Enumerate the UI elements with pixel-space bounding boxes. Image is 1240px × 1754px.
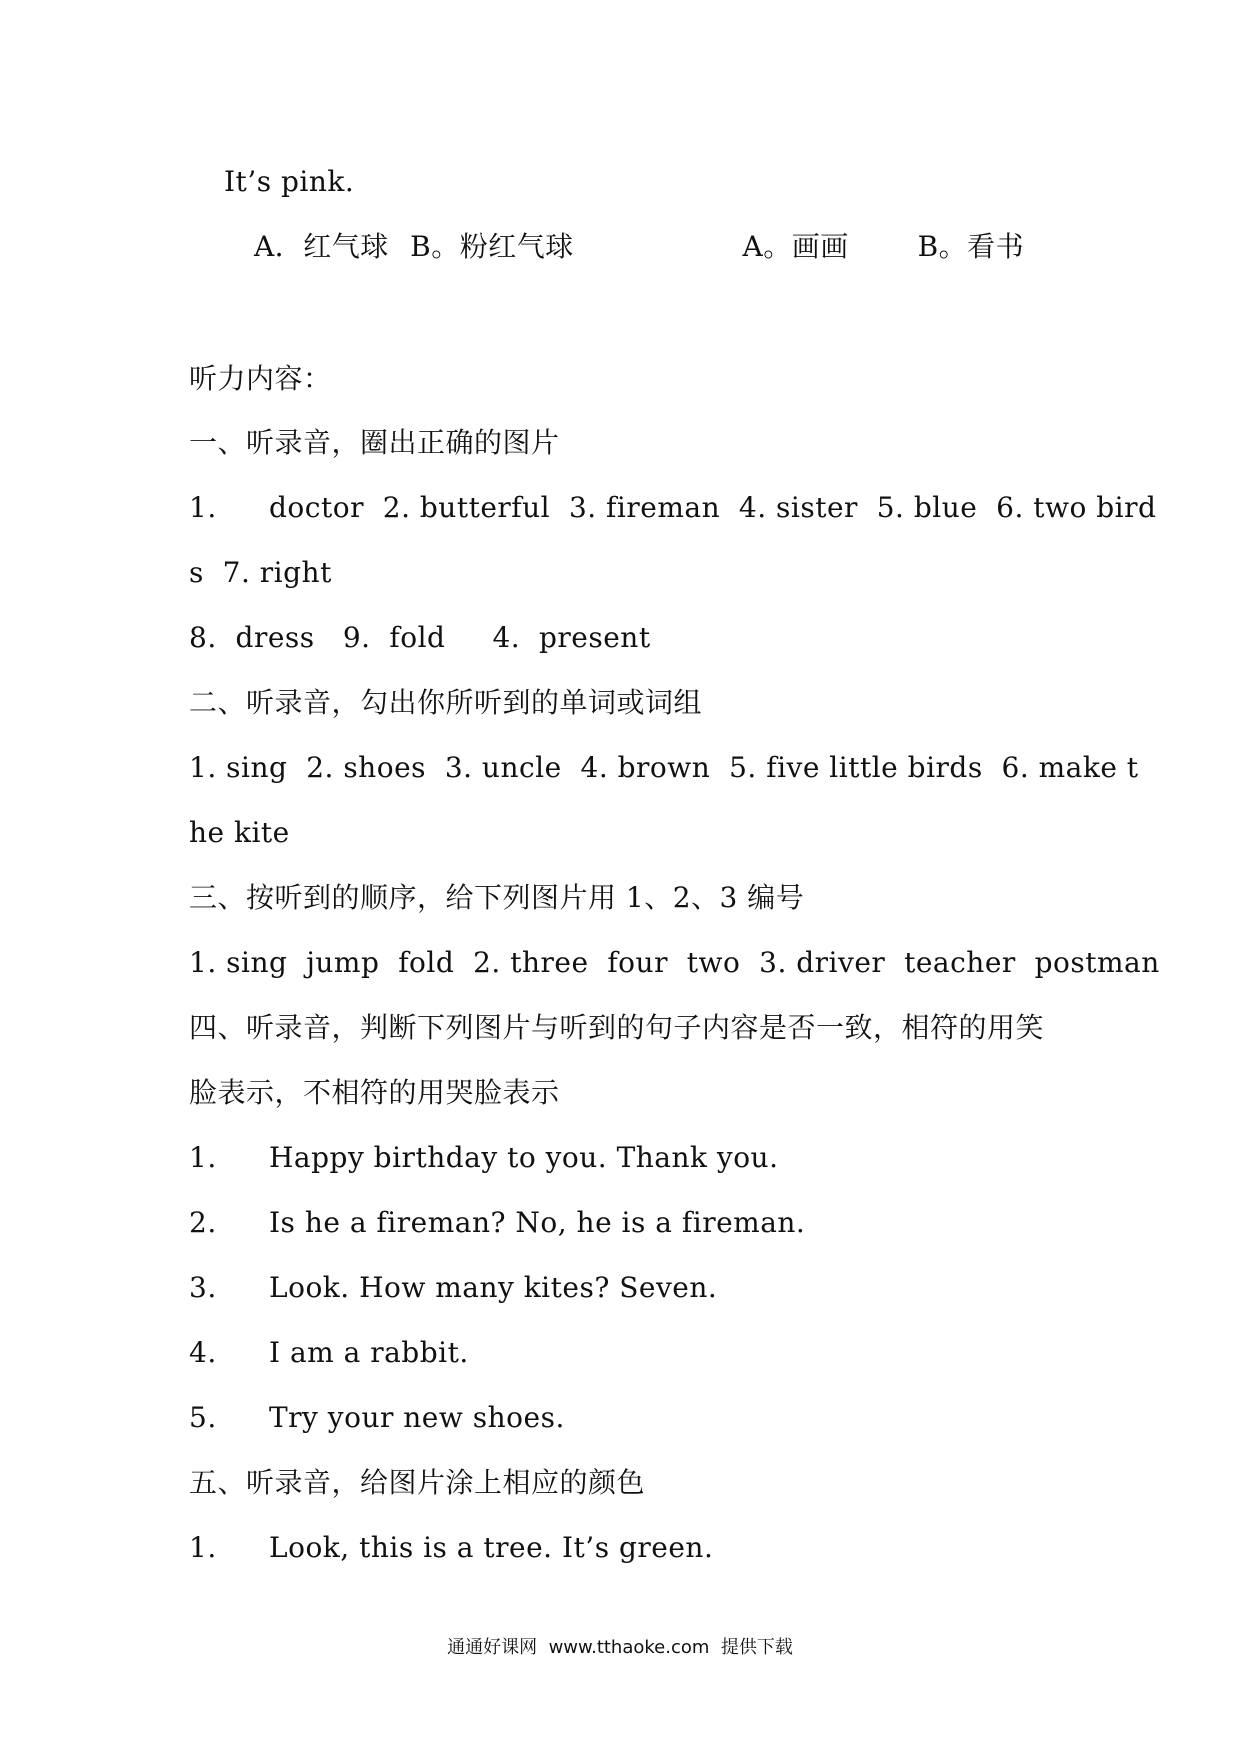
option-a2: A。画画 xyxy=(742,230,849,263)
section-3-line-1: 1. sing jump fold 2. three four two 3. driver teacher postman xyxy=(189,946,1160,979)
section-1-line-3: 8. dress 9. fold 4. present xyxy=(189,621,651,654)
option-b2: B。看书 xyxy=(917,230,1025,263)
section-3-title: 三、按听到的顺序，给下列图片用 1、2、3 编号 xyxy=(189,881,805,914)
listening-header: 听力内容： xyxy=(189,362,332,395)
option-b1: B。粉红气球 xyxy=(410,230,574,263)
section-4-title-line-1: 四、听录音，判断下列图片与听到的句子内容是否一致，相符的用笑 xyxy=(189,1011,1045,1044)
item-number: 1. xyxy=(189,1141,217,1174)
item-text: Try your new shoes. xyxy=(269,1401,565,1434)
item-number: 2. xyxy=(189,1206,217,1239)
options-row xyxy=(254,229,1024,265)
section-2-title: 二、听录音，勾出你所听到的单词或词组 xyxy=(189,686,703,719)
section-4-item-4 xyxy=(189,1335,469,1371)
section-4-title-line-2: 脸表示，不相符的用哭脸表示 xyxy=(189,1076,560,1109)
item-text: Look. How many kites? Seven. xyxy=(269,1271,718,1304)
section-4-item-2 xyxy=(189,1205,805,1241)
item-number: 1. xyxy=(189,1531,217,1564)
section-4-item-5 xyxy=(189,1400,565,1436)
item-text: Happy birthday to you. Thank you. xyxy=(269,1141,779,1174)
section-1-line-2: s 7. right xyxy=(189,556,332,589)
section-2-line-1: 1. sing 2. shoes 3. uncle 4. brown 5. five little birds 6. make t xyxy=(189,751,1139,784)
section-5-title: 五、听录音，给图片涂上相应的颜色 xyxy=(189,1466,646,1499)
item-number: 5. xyxy=(189,1401,217,1434)
item-text: Is he a fireman? No, he is a fireman. xyxy=(269,1206,806,1239)
section-4-item-1 xyxy=(189,1140,779,1176)
section-2-line-2: he kite xyxy=(189,816,290,849)
section-5-item-1 xyxy=(189,1530,713,1566)
word-list: doctor 2. butterful 3. fireman 4. sister 5. blue 6. two bird xyxy=(269,491,1157,524)
item-text: I am a rabbit. xyxy=(269,1336,469,1369)
item-number: 1. xyxy=(189,491,217,524)
item-number: 4. xyxy=(189,1336,217,1369)
option-a1: A．红气球 xyxy=(254,230,389,263)
page-footer: 通通好课网 www.tthaoke.com 提供下载 xyxy=(447,1637,793,1658)
item-text: Look, this is a tree. It’s green. xyxy=(269,1531,714,1564)
top-text: It’s pink. xyxy=(224,165,355,198)
section-1-line-1 xyxy=(189,490,1156,526)
item-number: 3. xyxy=(189,1271,217,1304)
section-1-title: 一、听录音，圈出正确的图片 xyxy=(189,426,560,459)
section-4-item-3 xyxy=(189,1270,717,1306)
